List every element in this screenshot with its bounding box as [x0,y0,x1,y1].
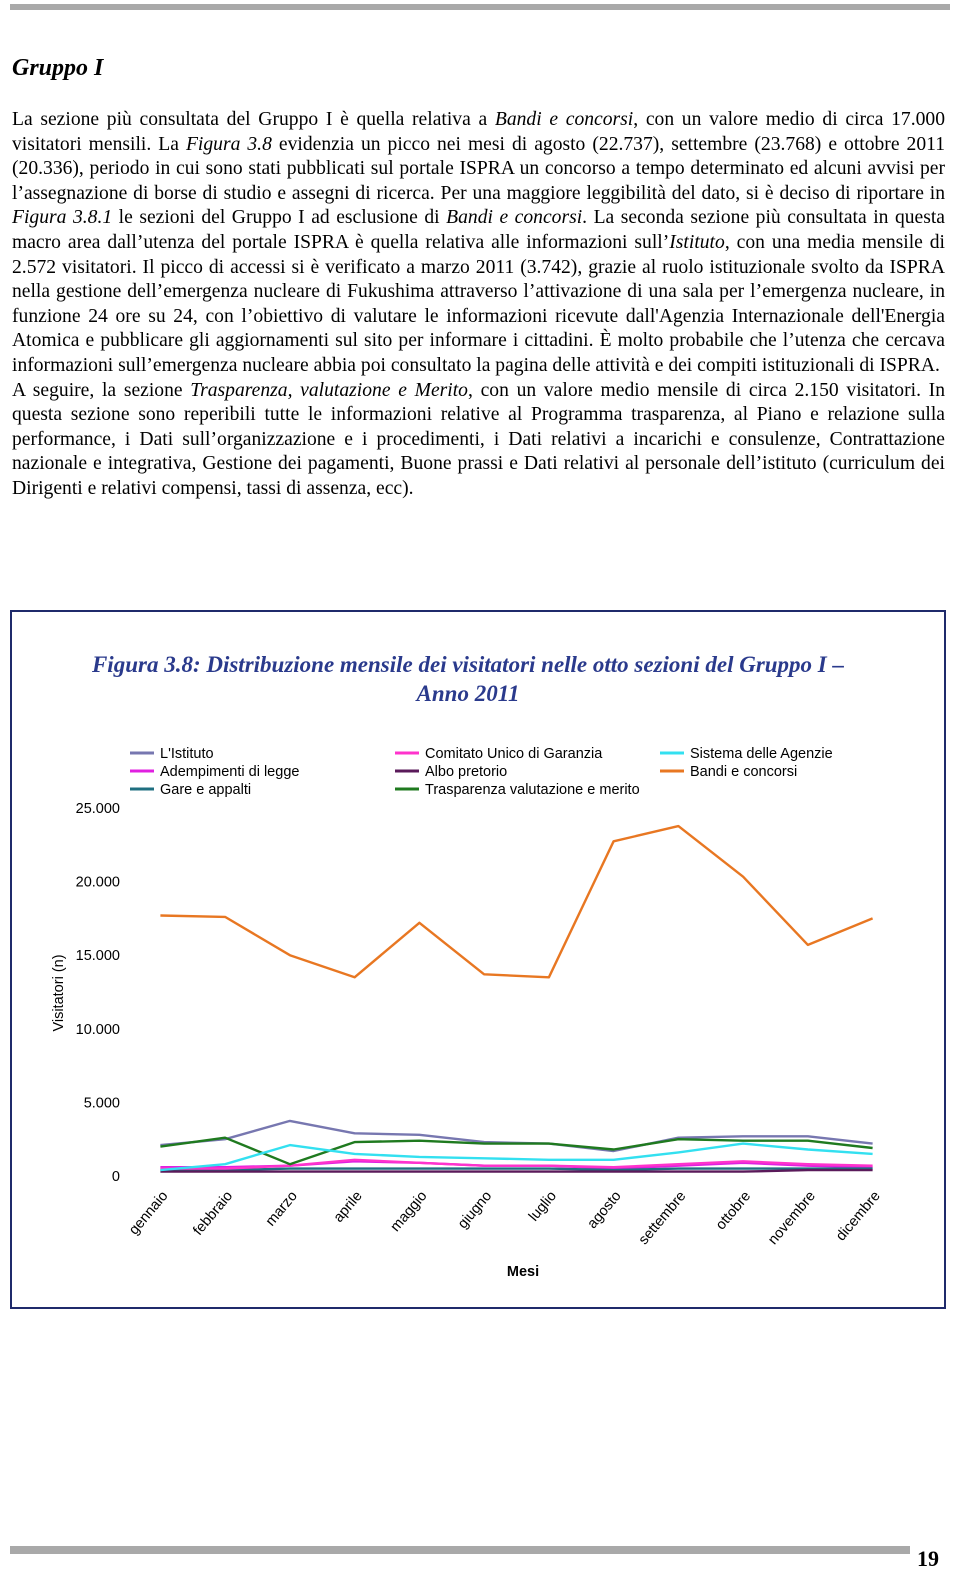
x-tick-label: aprile [330,1188,366,1226]
page-number: 19 [917,1546,939,1571]
y-tick-label: 0 [111,1169,120,1185]
x-tick-label: maggio [387,1188,431,1236]
para1-run: Bandi e concorsi [494,109,634,130]
series-line-7 [160,826,872,977]
para1-run: La sezione più consultata del Gruppo I è quella relativa a [12,109,495,130]
para2-run: , con un valore medio mensile di circa 2.150 visitatori. In questa sezione sono reperibili tutte le informazioni relative al Programma trasparenza, al Piano e relazione sulla performance, i Dati sull’organizzazione e i procedimenti, i Dati relativi a incarichi e consulenze, Contrattazione nazionale e integrativa, Gestione dei pagamenti, Buone prassi e Dati relativi al personale dell’istituto (curriculum dei Dirigenti e relativi compensi, tassi di assenza, ecc). [12,379,945,499]
x-tick-label: settembre [635,1188,690,1248]
x-tick-label: ottobre [712,1188,755,1234]
para1-run: Bandi e concorsi [446,207,583,229]
x-tick-label: giugno [454,1188,496,1232]
para1-run: evidenzia un picco nei mesi di agosto (22.737), settembre (23.768) e ottobre 2011 (20.336), periodo in cui sono stati pubblicati sul portale ISPRA un concorso a tempo determinato ed alcuni avvisi per l’assegnazione di borse di studio e assegni di ricerca. Per una maggiore leggibilità del dato, si è deciso di riportare in [12,133,945,204]
x-tick-label: febbraio [190,1188,237,1239]
y-tick-label: 10.000 [75,1021,120,1038]
para1-run: Istituto [669,231,725,253]
legend-label: Adempimenti di legge [160,764,300,780]
y-tick-label: 20.000 [75,874,120,891]
para1-run: Figura 3.8.1 [12,207,113,229]
x-tick-label: agosto [584,1188,625,1232]
legend-label: Albo pretorio [425,764,508,780]
x-axis-label: Mesi [506,1264,540,1280]
bottom-rule [10,1546,910,1554]
legend-label: Comitato Unico di Garanzia [425,746,603,762]
x-tick-label: marzo [262,1188,301,1230]
y-tick-label: 25.000 [75,801,120,817]
section-heading: Gruppo I [12,55,104,81]
x-tick-label: novembre [765,1188,819,1248]
legend-label: Bandi e concorsi [690,764,798,780]
x-tick-label: dicembre [833,1188,884,1245]
figure-title-line2: Anno 2011 [416,681,520,706]
figure-title-line1: Figura 3.8: Distribuzione mensile dei visitatori nelle otto sezioni del Gruppo I – [91,652,845,677]
legend-label: Gare e appalti [160,782,252,798]
legend-label: L'Istituto [160,746,214,762]
para1-run: . La seconda sezione più consultata in questa macro area dall’utenza del portale ISPRA è quella relativa alle informazioni sull’ [12,207,946,253]
para1-run: , con un valore medio di circa 17.000 visitatori mensili. La [12,109,945,155]
para1-run: le sezioni del Gruppo I ad esclusione di [112,207,447,229]
para2-run: Trasparenza, valutazione e Merito [190,379,468,401]
x-tick-label: luglio [525,1188,560,1225]
legend-label: Sistema delle Agenzie [690,746,833,762]
para1-run: Figura 3.8 [185,133,272,155]
x-tick-label: gennaio [126,1188,172,1239]
y-tick-label: 15.000 [75,948,120,965]
legend-label: Trasparenza valutazione e merito [425,782,640,798]
y-axis-label: Visitatori (n) [51,954,67,1032]
y-tick-label: 5.000 [83,1095,120,1112]
para2-run: A seguire, la sezione [12,379,191,401]
para1-run: , con una media mensile di 2.572 visitatori. Il picco di accessi si è verificato a marzo 2011 (3.742), grazie al ruolo istituzionale svolto da ISPRA nella gestione dell’emergenza nucleare di Fukushima attraverso l’attivazione di una sala per l’emergenza nucleare, in funzione 24 ore su 24, con l’obiettivo di valutare le informazioni ricevute dall'Agenzia Internazionale dell'Energia Atomica e pubblicare gli aggiornamenti sul sito per informare i cittadini. È molto probabile che l’utenza che cercava informazioni sull’emergenza nucleare abbia poi consultato la pagina delle attività e dei compiti istituzionali di ISPRA. [12,231,946,376]
